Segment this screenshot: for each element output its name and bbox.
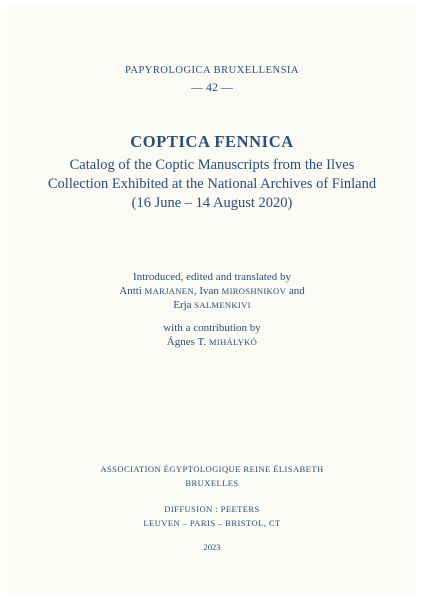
editors-line	[8, 286, 416, 297]
series-number: — 42 —	[191, 80, 233, 94]
editor-separator: ,	[193, 285, 200, 297]
editors-intro: Introduced, edited and translated by	[133, 271, 291, 283]
contributor-last: MIHÁLYKÓ	[208, 337, 258, 347]
contributor-line	[8, 337, 416, 348]
editors-line-2	[8, 300, 416, 311]
editor-2-last: MIROSHNIKOV	[221, 286, 287, 296]
subtitle-line-2: Collection Exhibited at the National Archives of Finland	[47, 176, 377, 192]
title-page	[8, 6, 416, 594]
subtitle-line-3: (16 June – 14 August 2020)	[131, 195, 293, 211]
editor-1-first: Antti	[119, 285, 145, 297]
book-title: COPTICA FENNICA	[130, 132, 294, 151]
editor-3-last: SALMENKIVI	[194, 300, 251, 310]
publisher-city: BRUXELLES	[185, 478, 239, 488]
editor-2-first: Ivan	[199, 285, 222, 297]
editor-1-last: MARJANEN	[144, 286, 194, 296]
editor-3-first: Erja	[173, 299, 195, 311]
editor-and: and	[286, 285, 305, 297]
subtitle-line-1: Catalog of the Coptic Manuscripts from the Ilves	[69, 157, 355, 173]
distribution-places: LEUVEN – PARIS – BRISTOL, CT	[143, 518, 281, 528]
publisher-name: ASSOCIATION ÉGYPTOLOGIQUE REINE ÉLISABETH	[100, 464, 324, 474]
contribution-intro: with a contribution by	[163, 322, 261, 334]
publication-year: 2023	[203, 542, 221, 552]
contributor-first: Ágnes T.	[166, 336, 209, 348]
series-name: PAPYROLOGICA BRUXELLENSIA	[124, 65, 299, 76]
diffusion: DIFFUSION : PEETERS	[164, 504, 260, 514]
